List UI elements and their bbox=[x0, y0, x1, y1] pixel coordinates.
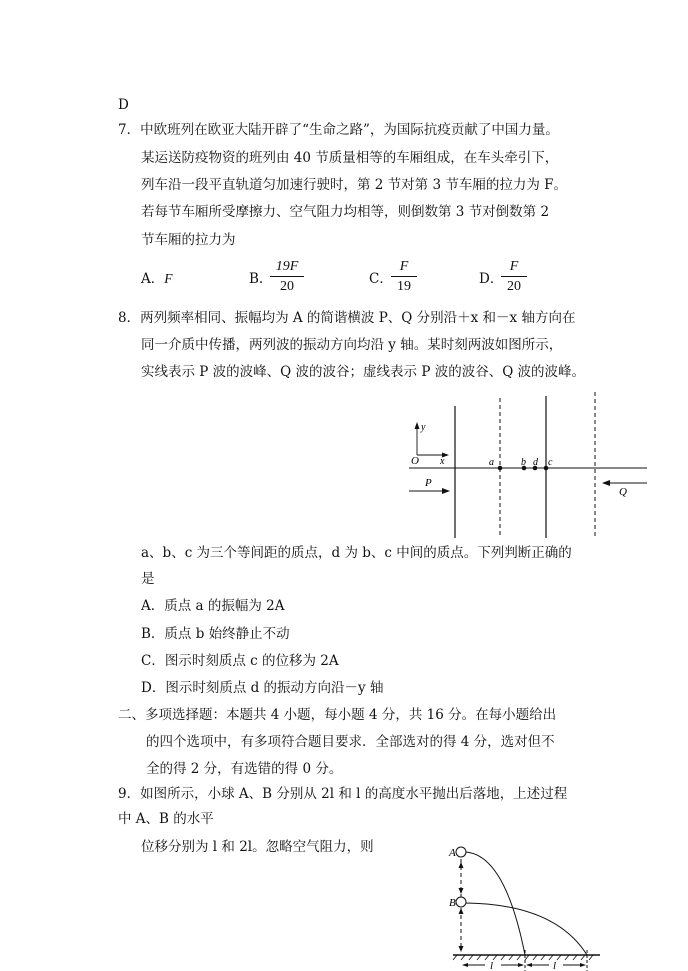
q7-option-d-fraction bbox=[501, 259, 527, 295]
dim-2-label: l bbox=[553, 960, 557, 971]
dim-1-arrow-r bbox=[518, 963, 524, 967]
b-label: b bbox=[521, 457, 526, 468]
q7-option-a-label: A． bbox=[141, 271, 165, 287]
ball-a bbox=[456, 847, 466, 857]
q7-option-b-denominator: 20 bbox=[280, 279, 294, 294]
x-label: x bbox=[440, 456, 445, 467]
q7-option-b-label: B. bbox=[249, 271, 264, 287]
q8-line-2: 同一介质中传播，两列波的振动方向均沿 y 轴。某时刻两波如图所示， bbox=[141, 337, 563, 353]
height-arrow-mid-up bbox=[459, 908, 464, 914]
q9-line-3: 位移分别为 l 和 2l。忽略空气阻力，则 bbox=[141, 839, 374, 855]
a-label: a bbox=[489, 457, 494, 468]
dim-1-label: l bbox=[490, 960, 494, 971]
wave-figure bbox=[395, 392, 655, 542]
p-label: P bbox=[425, 477, 432, 489]
q7-line-5: 节车厢的拉力为 bbox=[141, 232, 236, 248]
q7-line-1: 7．中欧班列在欧亚大陆开辟了“生命之路”，为国际抗疫贡献了中国力量。 bbox=[118, 122, 559, 138]
q8-option-b: B．质点 b 始终静止不动 bbox=[141, 626, 290, 642]
height-arrow-top bbox=[459, 862, 464, 868]
section-2-line-3: 全的得 2 分，有选错的得 0 分。 bbox=[146, 761, 343, 777]
origin-label: O bbox=[411, 455, 419, 467]
previous-answer: D bbox=[118, 97, 129, 113]
q7-option-a bbox=[141, 270, 173, 288]
q7-option-c-fraction bbox=[391, 259, 417, 295]
q7-option-d-numerator: F bbox=[501, 259, 527, 277]
q8-line-3: 实线表示 P 波的波峰、Q 波的波谷；虚线表示 P 波的波谷、Q 波的波峰。 bbox=[141, 364, 586, 380]
y-arrow-head bbox=[415, 422, 420, 429]
dim-2-arrow-r bbox=[580, 963, 586, 967]
q8-after-line-2: 是 bbox=[141, 571, 155, 587]
q7-option-d-denominator: 20 bbox=[507, 279, 521, 294]
section-2-line-1: 二、多项选择题：本题共 4 小题，每小题 4 分，共 16 分。在每小题给出 bbox=[118, 707, 557, 723]
q7-line-4: 若每节车厢所受摩擦力、空气阻力均相等，则倒数第 3 节对倒数第 2 bbox=[141, 204, 550, 220]
y-label: y bbox=[421, 422, 426, 433]
q7-option-c-numerator: F bbox=[391, 259, 417, 277]
q8-line-1: 8．两列频率相同、振幅均为 A 的简谐横波 P、Q 分别沿＋x 和－x 轴方向在 bbox=[118, 310, 576, 326]
q7-option-a-text: F bbox=[164, 271, 173, 286]
c-label: c bbox=[548, 457, 553, 468]
q8-after-line-1: a、b、c 为三个等间距的质点，d 为 b、c 中间的质点。下列判断正确的 bbox=[141, 545, 572, 561]
q7-line-2: 某运送防疫物资的班列由 40 节质量相等的车厢组成，在车头牵引下， bbox=[141, 150, 559, 166]
point-a bbox=[498, 466, 503, 471]
dim-1-arrow-l bbox=[462, 963, 468, 967]
q9-line-2: 中 A、B 的水平 bbox=[118, 811, 214, 827]
height-arrow-mid-down bbox=[459, 888, 464, 894]
q8-option-c: C．图示时刻质点 c 的位移为 2A bbox=[141, 653, 339, 669]
height-arrow-bottom bbox=[459, 946, 464, 952]
q-label: Q bbox=[619, 486, 627, 498]
d-label: d bbox=[533, 457, 538, 468]
q8-option-a: A．质点 a 的振幅为 2A bbox=[141, 598, 285, 614]
q8-option-d: D．图示时刻质点 d 的振动方向沿－y 轴 bbox=[141, 680, 384, 696]
projectile-figure bbox=[445, 838, 605, 971]
q-arrow-head bbox=[602, 480, 610, 486]
q7-option-d-label: D． bbox=[479, 271, 504, 287]
ball-b-label: B bbox=[449, 897, 456, 909]
q7-option-c-label: C． bbox=[369, 271, 393, 287]
q7-option-b-numerator: 19F bbox=[270, 259, 304, 277]
q7-option-c-denominator: 19 bbox=[397, 279, 411, 294]
q7-option-b-fraction bbox=[270, 259, 304, 295]
section-2-line-2: 的四个选项中，有多项符合题目要求．全部选对的得 4 分，选对但不 bbox=[146, 734, 555, 750]
trajectory-b bbox=[465, 903, 587, 955]
q9-line-1: 9．如图所示，小球 A、B 分别从 2l 和 l 的高度水平抛出后落地，上述过程 bbox=[118, 786, 568, 802]
p-arrow-head bbox=[442, 488, 450, 494]
ball-a-label: A bbox=[449, 847, 456, 859]
ball-b bbox=[456, 897, 466, 907]
q7-line-3: 列车沿一段平直轨道匀加速行驶时，第 2 节对第 3 节车厢的拉力为 F。 bbox=[141, 177, 568, 193]
dim-2-arrow-l bbox=[526, 963, 532, 967]
